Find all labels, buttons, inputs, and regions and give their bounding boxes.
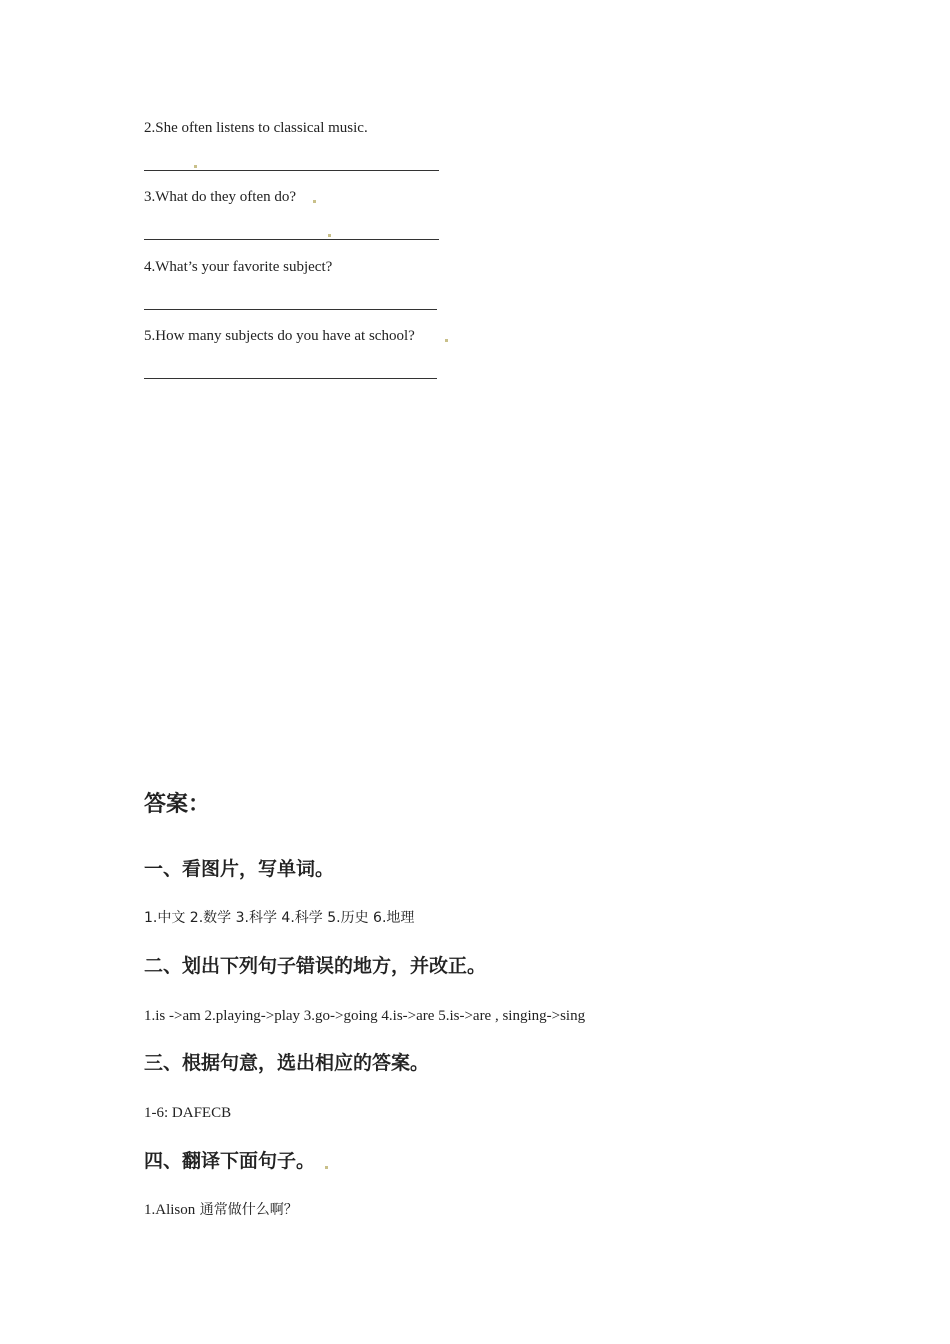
question-5: 5.How many subjects do you have at school? [144,328,415,344]
section-4-heading: 四、翻译下面句子。 [144,1150,316,1172]
marker-dot [445,339,448,342]
section-1-answers: 1.中文 2.数学 3.科学 4.科学 5.历史 6.地理 [144,910,415,926]
question-3: 3.What do they often do? [144,189,297,205]
section-3-answers: 1-6: DAFECB [144,1105,232,1121]
answer-line-5[interactable] [144,378,437,379]
section-2-heading: 二、划出下列句子错误的地方，并改正。 [144,955,487,977]
answer-line-3[interactable] [144,239,439,240]
section-4-answer-en: 1.Alison [144,1202,196,1218]
section-3-heading: 三、根据句意，选出相应的答案。 [144,1052,430,1074]
marker-dot [313,200,316,203]
question-2: 2.She often listens to classical music. [144,120,368,136]
question-4: 4.What’s your favorite subject? [144,259,333,275]
answers-title: 答案： [144,792,211,817]
marker-dot [194,165,197,168]
marker-dot [325,1166,328,1169]
answer-line-2[interactable] [144,170,439,171]
section-2-answers: 1.is ->am 2.playing->play 3.go->going 4.is->are 5.is->are , singing->sing [144,1008,586,1024]
section-4-answer-cn: 通常做什么啊？ [195,1202,298,1218]
marker-dot [328,234,331,237]
section-1-heading: 一、看图片，写单词。 [144,858,335,880]
section-4-answers [144,1200,298,1220]
answer-line-4[interactable] [144,309,437,310]
